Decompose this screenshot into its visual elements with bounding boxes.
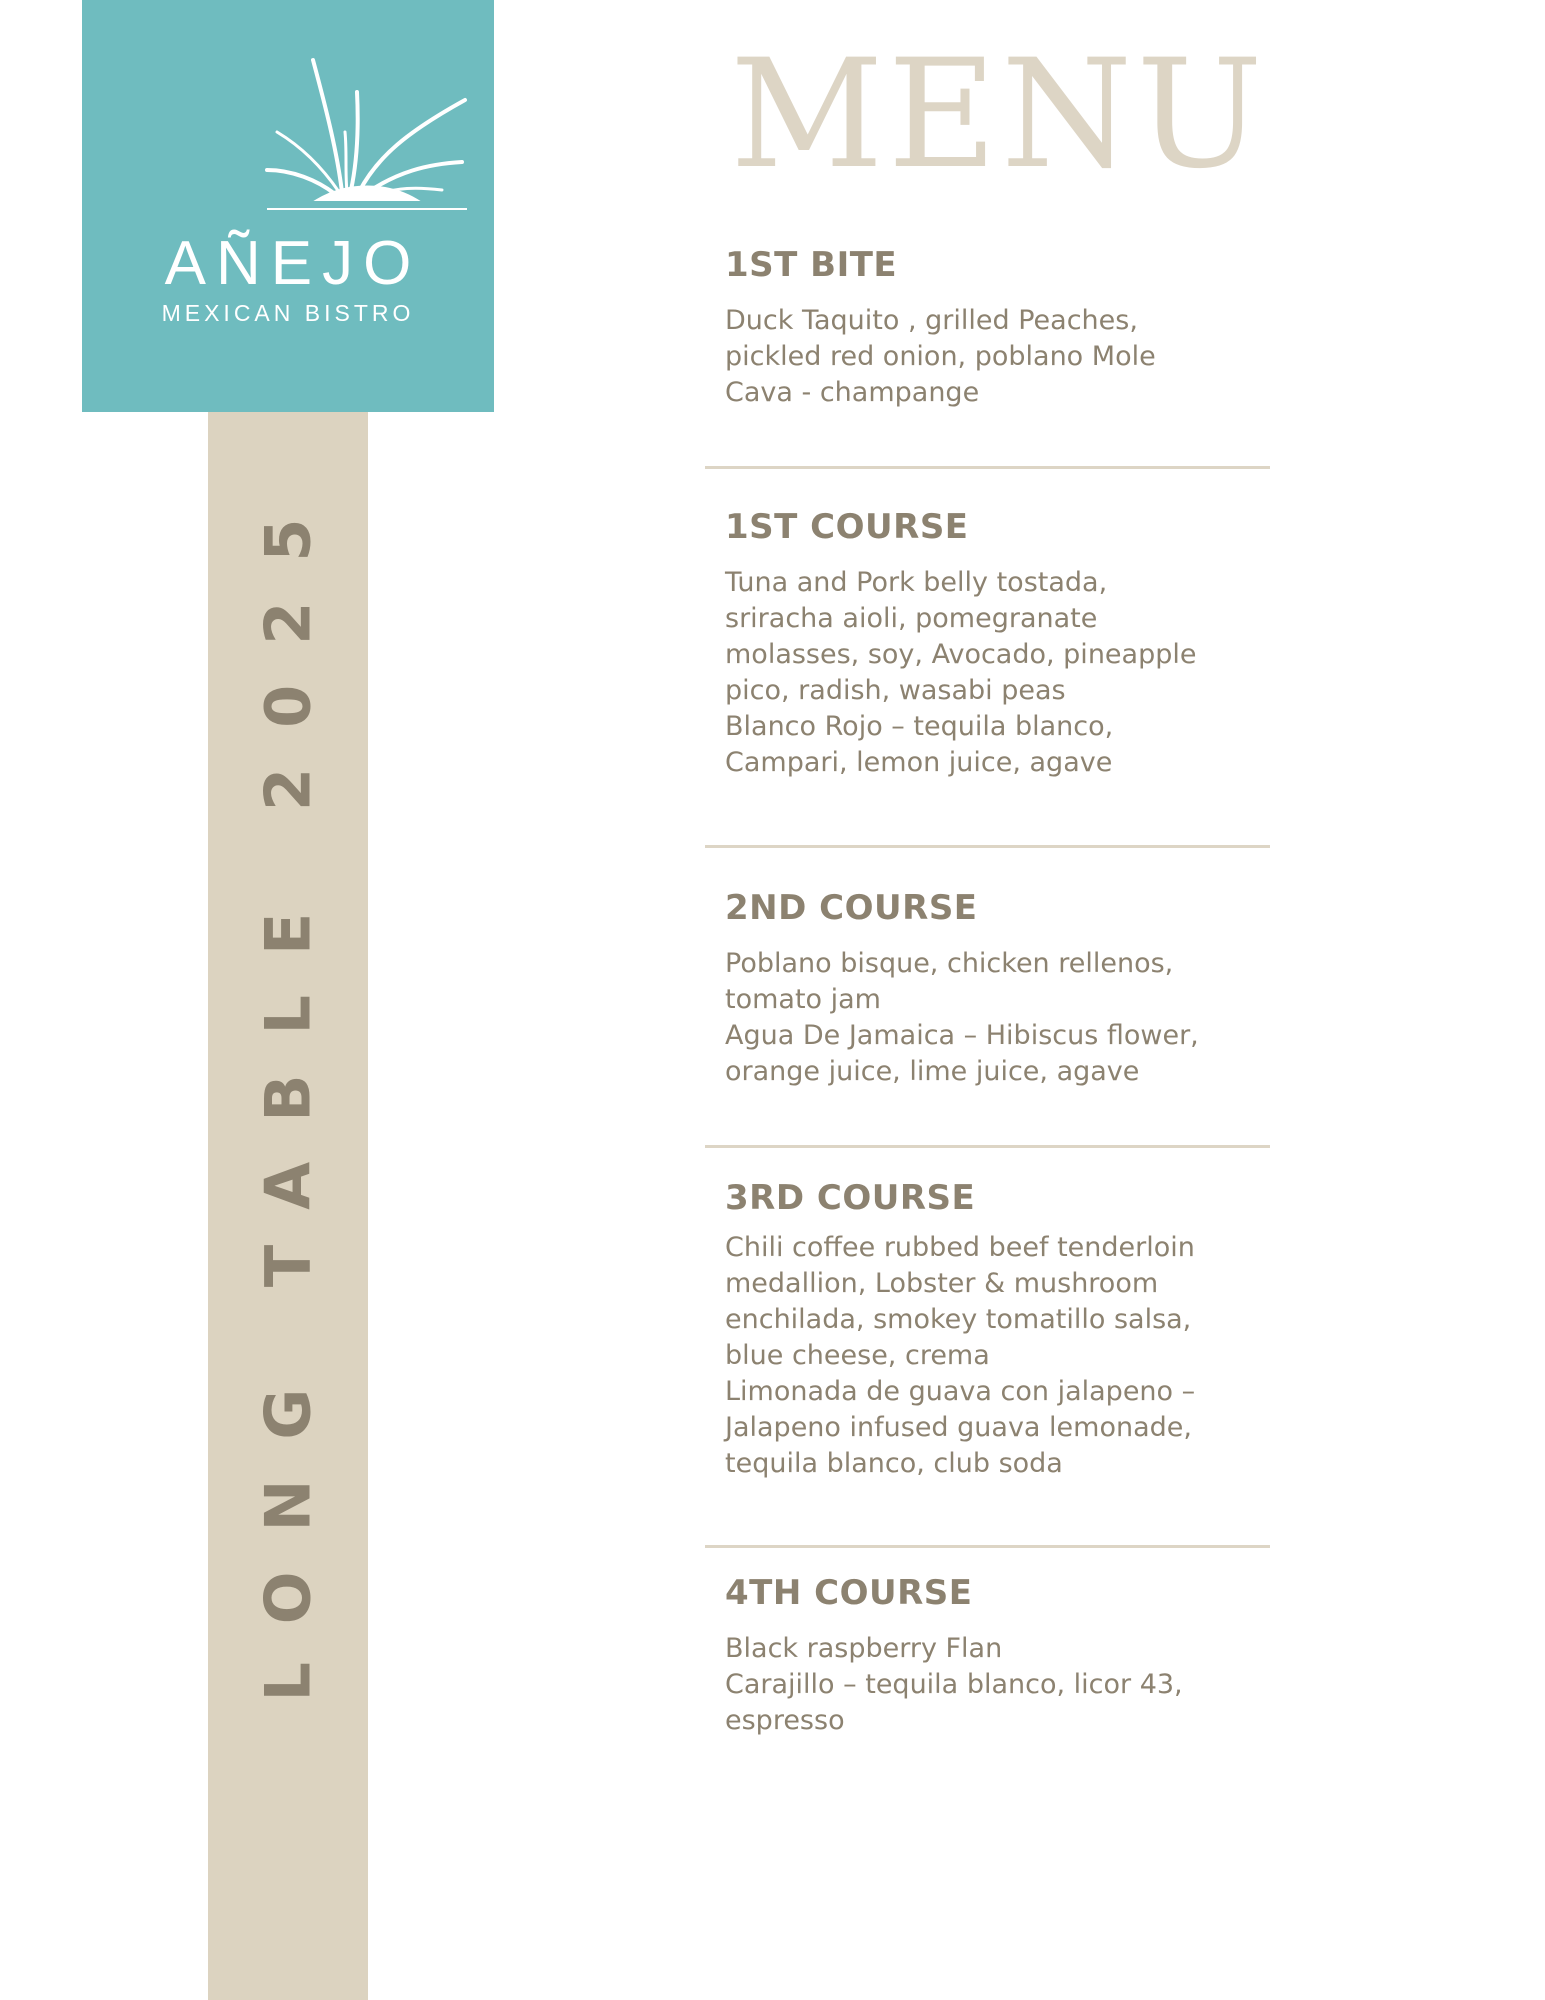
- logo-block: [82, 0, 494, 412]
- course-description: [725, 565, 1285, 781]
- course-line: enchilada, smokey tomatillo salsa,: [725, 1304, 1192, 1335]
- course-section: [725, 245, 1285, 411]
- course-line: Chili coffee rubbed beef tenderloin: [725, 1232, 1195, 1263]
- course-line: espresso: [725, 1705, 845, 1736]
- course-line: Agua De Jamaica – Hibiscus flower,: [725, 1020, 1199, 1051]
- menu-title: MENU: [730, 28, 1267, 202]
- course-title: 1ST COURSE: [725, 507, 969, 547]
- course-description: [725, 1230, 1285, 1482]
- section-divider: [705, 1545, 1270, 1548]
- section-divider: [705, 1145, 1270, 1148]
- course-line: Poblano bisque, chicken rellenos,: [725, 948, 1174, 979]
- course-line: medallion, Lobster & mushroom: [725, 1268, 1159, 1299]
- course-section: [725, 507, 1285, 781]
- course-line: tequila blanco, club soda: [725, 1448, 1063, 1479]
- brand-name: AÑEJO: [164, 229, 422, 298]
- course-line: Blanco Rojo – tequila blanco,: [725, 711, 1114, 742]
- course-title: 4TH COURSE: [725, 1573, 973, 1613]
- course-title: 2ND COURSE: [725, 888, 978, 928]
- course-line: Cava - champange: [725, 377, 980, 408]
- course-line: tomato jam: [725, 984, 881, 1015]
- course-title: 3RD COURSE: [725, 1178, 976, 1218]
- course-title: 1ST BITE: [725, 245, 898, 285]
- course-line: pico, radish, wasabi peas: [725, 675, 1066, 706]
- course-line: Black raspberry Flan: [725, 1633, 1003, 1664]
- course-section: [725, 1178, 1285, 1482]
- course-line: molasses, soy, Avocado, pineapple: [725, 639, 1197, 670]
- section-divider: [705, 466, 1270, 469]
- course-section: [725, 888, 1285, 1090]
- course-description: [725, 946, 1285, 1090]
- course-line: sriracha aioli, pomegranate: [725, 603, 1098, 634]
- course-line: blue cheese, crema: [725, 1340, 990, 1371]
- brand-subtitle: MEXICAN BISTRO: [161, 300, 415, 326]
- course-line: pickled red onion, poblano Mole: [725, 341, 1156, 372]
- course-line: Duck Taquito , grilled Peaches,: [725, 305, 1138, 336]
- course-description: [725, 1631, 1285, 1739]
- agave-logo-icon: [247, 52, 487, 212]
- course-line: Limonada de guava con jalapeno –: [725, 1376, 1196, 1407]
- course-section: [725, 1573, 1285, 1739]
- course-description: [725, 303, 1285, 411]
- section-divider: [705, 845, 1270, 848]
- course-line: Tuna and Pork belly tostada,: [725, 567, 1108, 598]
- side-banner-text: LONG TABLE 2025: [251, 478, 325, 1702]
- course-line: orange juice, lime juice, agave: [725, 1056, 1140, 1087]
- course-line: Carajillo – tequila blanco, licor 43,: [725, 1669, 1183, 1700]
- course-line: Campari, lemon juice, agave: [725, 747, 1113, 778]
- course-line: Jalapeno infused guava lemonade,: [725, 1412, 1192, 1443]
